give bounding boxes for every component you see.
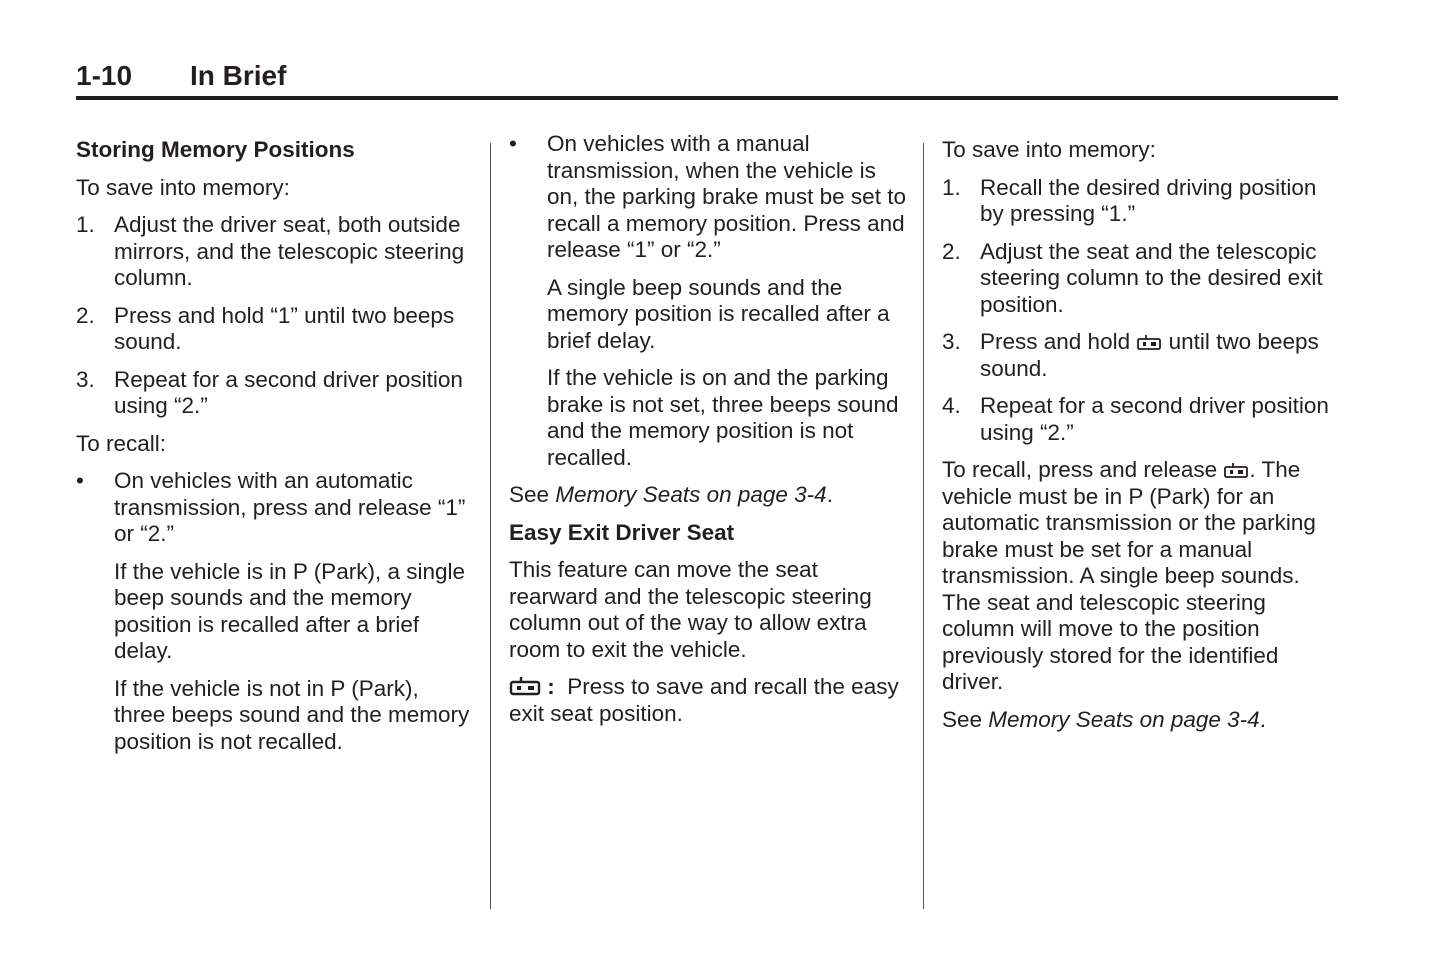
list-item [942, 175, 1338, 228]
list-item [76, 212, 476, 292]
heading-easy-exit: Easy Exit Driver Seat [509, 519, 735, 545]
step-number: 2. [942, 238, 961, 264]
list-item [942, 393, 1338, 446]
see-reference: See Memory Seats on page 3-4. [509, 482, 833, 507]
feature-description: This feature can move the seat rearward and the telescopic steering column out of the way to allow extra room to exit the vehicle. [509, 557, 872, 662]
recall-paragraph: To recall, press and release . The vehicle must be in P (Park) for an automatic transmission or the parking brake must be set for a manual transmission. A single beep sounds. The seat and telescopic steering column will move to the position previously stored for the identified driver. [942, 457, 1316, 694]
auto-not-park-paragraph: If the vehicle is not in P (Park), three beeps sound and the memory position is not recalled. [114, 675, 470, 754]
easy-exit-seat-icon [1136, 334, 1162, 351]
recall-label: To recall: [76, 430, 167, 456]
list-item [942, 329, 1338, 382]
step-number: 1. [76, 212, 95, 237]
column-divider [923, 143, 924, 909]
step-number: 3. [76, 366, 95, 392]
page-number: 1-10 [76, 60, 133, 91]
list-item [942, 239, 1338, 319]
step-number: 1. [942, 174, 961, 200]
manual-brake-not-set-paragraph: If the vehicle is on and the parking brake is not set, three beeps sound and the memory position is not recalled. [547, 365, 899, 470]
page-reference-link[interactable]: Memory Seats on page 3-4 [555, 482, 827, 507]
header-rule [76, 96, 1338, 100]
step-text: Adjust the driver seat, both outside mirrors, and the telescopic steering column. [114, 212, 465, 290]
step-text: Adjust the seat and the telescopic steering column to the desired exit position. [980, 238, 1323, 317]
bullet: • [509, 131, 517, 156]
save-intro: To save into memory: [942, 137, 1156, 162]
column-1 [76, 137, 476, 766]
page-reference-link[interactable]: Memory Seats on page 3-4 [988, 706, 1260, 732]
list-item [76, 303, 476, 356]
heading-storing-memory: Storing Memory Positions [76, 137, 355, 162]
step-text: Press and hold until two beeps sound. [980, 329, 1319, 381]
step-text: Repeat for a second driver position using “2.” [980, 393, 1329, 445]
page-header [76, 60, 1338, 96]
save-intro: To save into memory: [76, 174, 290, 200]
auto-park-paragraph: If the vehicle is in P (Park), a single beep sounds and the memory position is recalled after a brief delay. [114, 558, 465, 663]
easy-exit-seat-icon [509, 676, 541, 696]
step-text: Repeat for a second driver position using “2.” [114, 366, 463, 418]
step-number: 4. [942, 393, 961, 418]
easy-exit-seat-icon [1223, 462, 1249, 479]
see-reference: See Memory Seats on page 3-4. [942, 706, 1266, 732]
bullet-item [76, 468, 476, 548]
manual-brake-set-paragraph: A single beep sounds and the memory position is recalled after a brief delay. [547, 274, 890, 353]
column-divider [490, 143, 491, 909]
column-3 [942, 137, 1338, 744]
list-item [76, 367, 476, 420]
step-number: 3. [942, 329, 961, 354]
column-2 [509, 131, 909, 738]
step-text: Recall the desired driving position by pressing “1.” [980, 174, 1317, 226]
bullet-item [509, 131, 909, 264]
step-number: 2. [76, 302, 95, 328]
bullet: • [76, 468, 84, 493]
bullet-text: On vehicles with a manual transmission, when the vehicle is on, the parking brake must be set to recall a memory position. Press and release “1” or “2.” [547, 131, 906, 262]
section-title: In Brief [190, 60, 287, 91]
button-description: : Press to save and recall the easy exit seat position. [509, 674, 899, 726]
step-text: Press and hold “1” until two beeps sound. [114, 302, 455, 354]
bullet-text: On vehicles with an automatic transmission, press and release “1” or “2.” [114, 468, 466, 546]
